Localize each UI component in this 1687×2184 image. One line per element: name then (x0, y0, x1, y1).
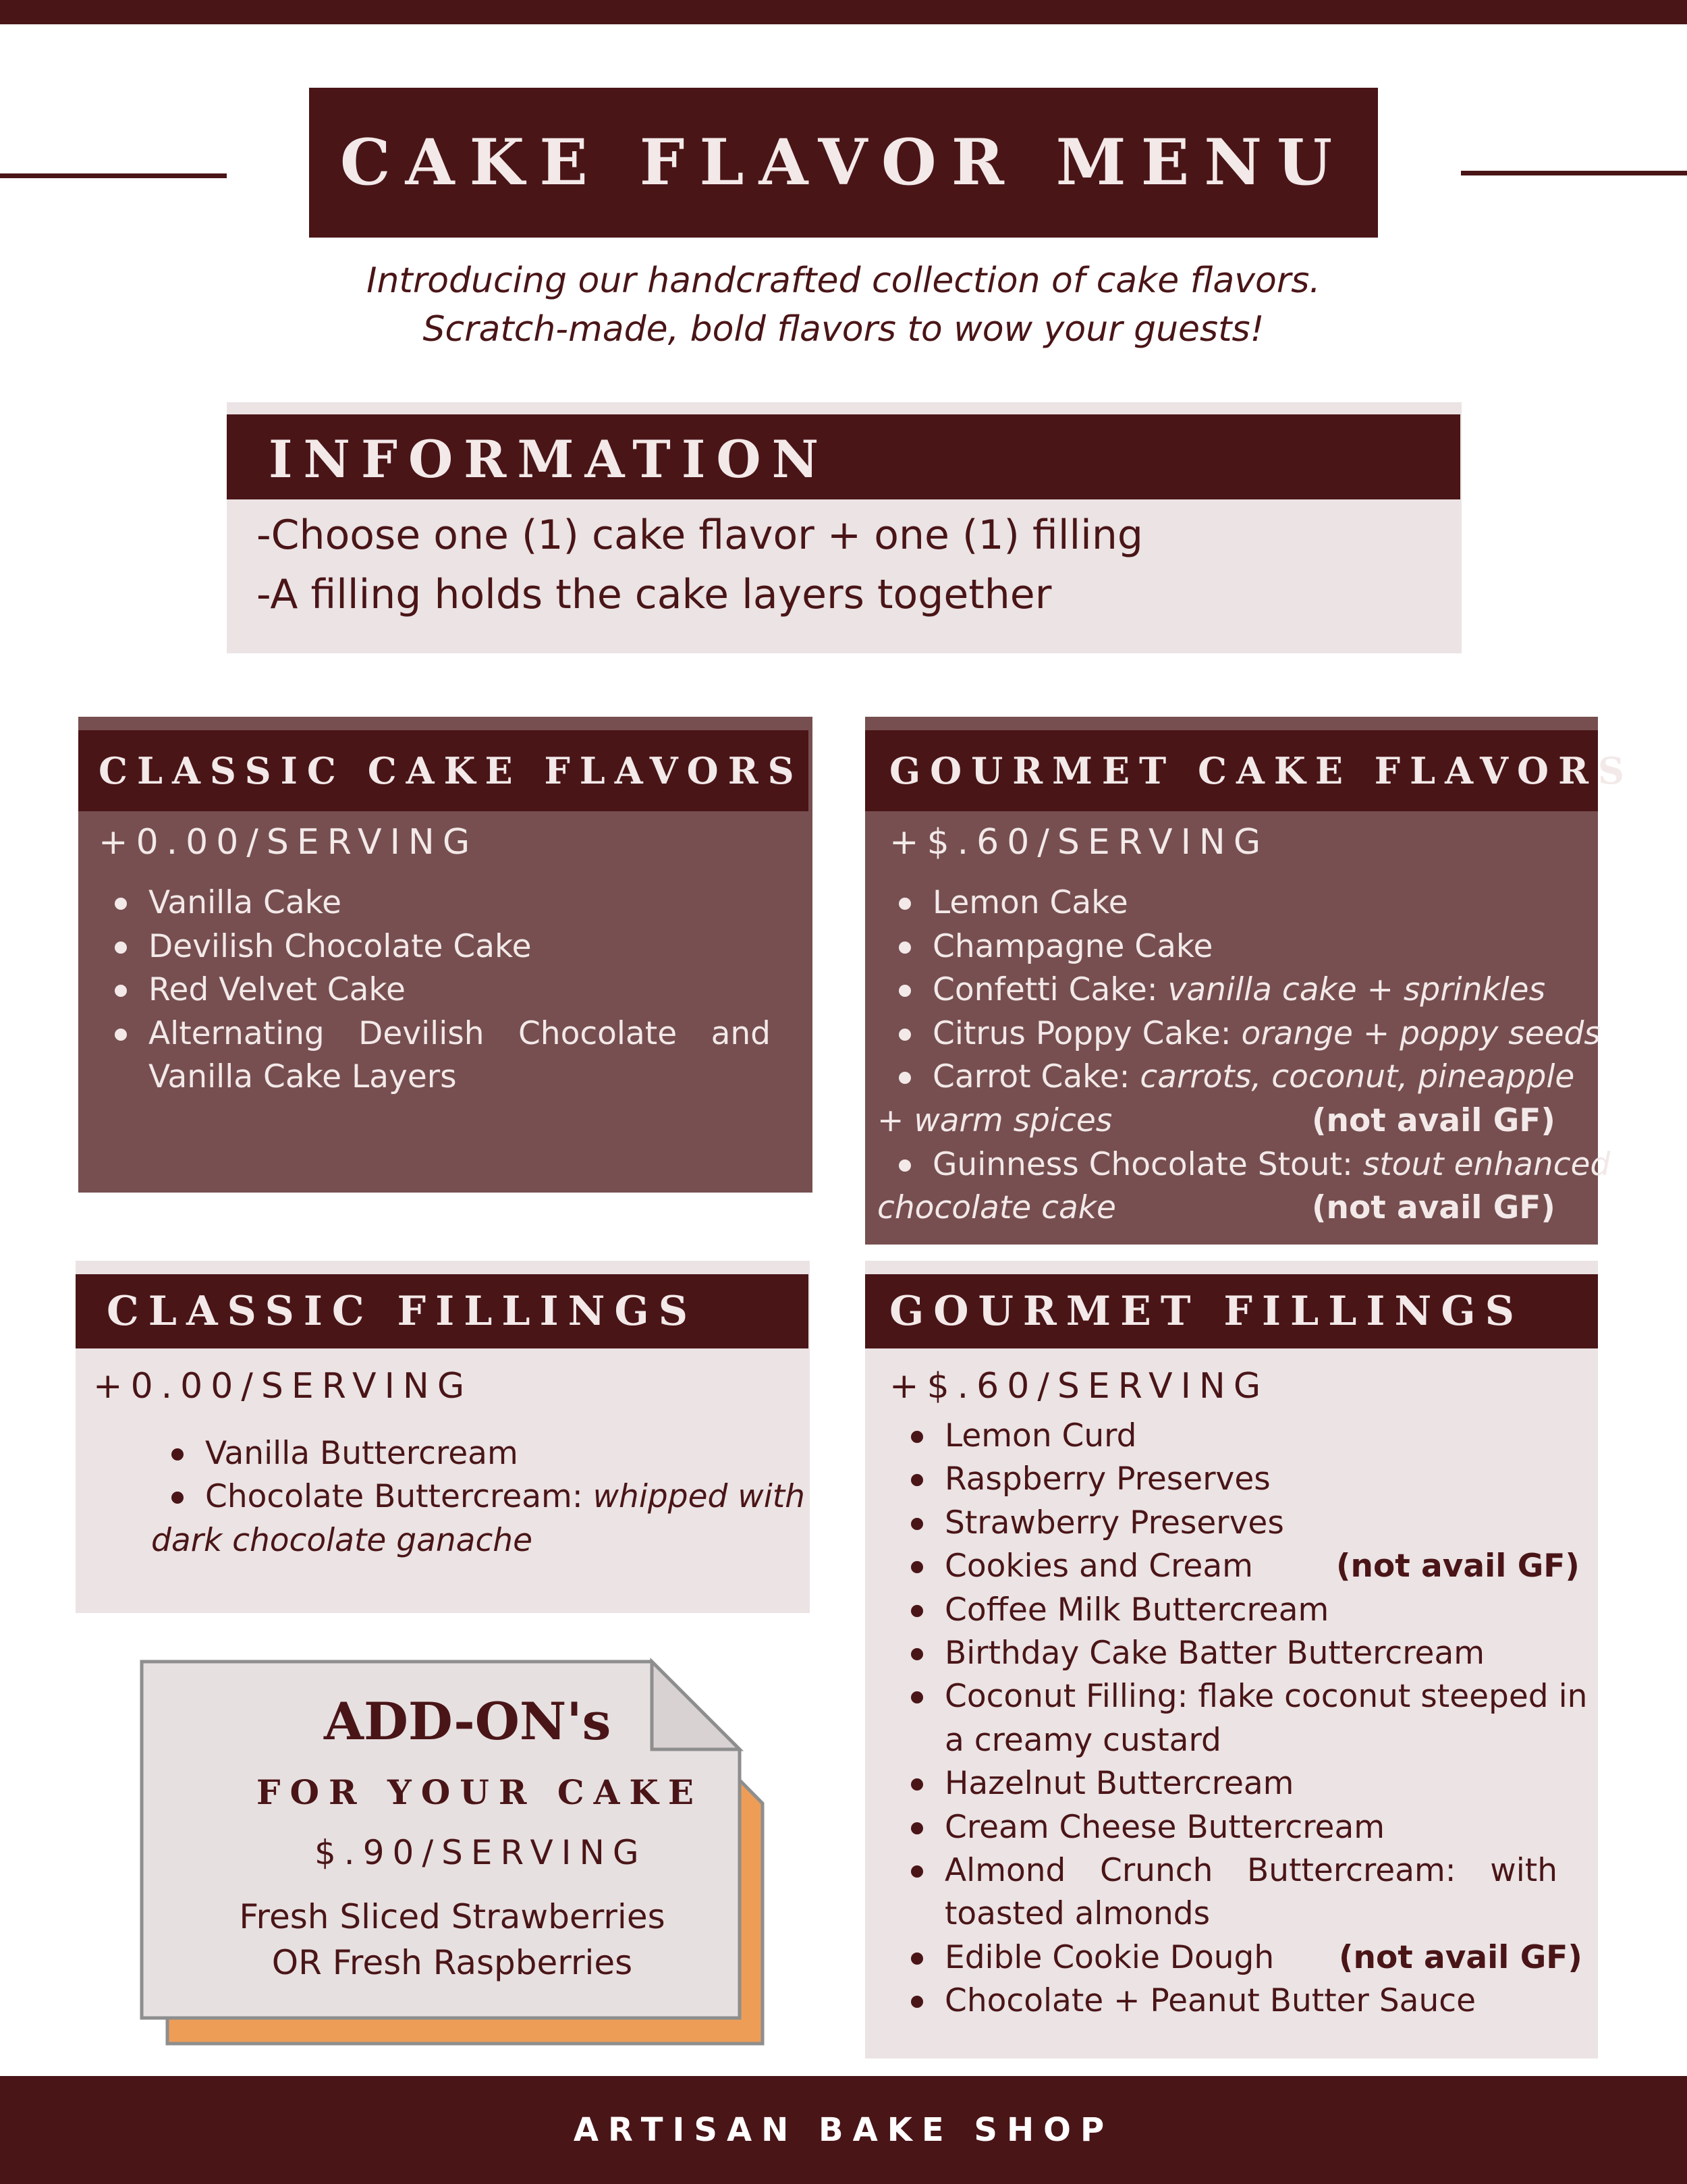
list-item: Vanilla Cake (148, 881, 771, 925)
list-item: Lemon Curd (945, 1415, 1557, 1458)
addon-note-fold (652, 1662, 740, 1749)
gourmet-flavors-price: +$.60/SERVING (889, 822, 1269, 863)
information-line-2: -A filling holds the cake layers together (256, 571, 1052, 618)
alternating-word: Chocolate (518, 1014, 677, 1052)
intro-line-2: Scratch-made, bold flavors to wow your guests! (422, 309, 1265, 350)
list-item: Birthday Cake Batter Buttercream (945, 1632, 1557, 1675)
item-name: Guinness Chocolate Stout: (933, 1146, 1363, 1183)
addon-title: ADD-ON's (324, 1691, 611, 1751)
alternating-word: Devilish (358, 1014, 485, 1052)
list-item: Hazelnut Buttercream (945, 1762, 1557, 1805)
almond-word: Crunch (1100, 1852, 1213, 1890)
alternating-word: Alternating (148, 1014, 325, 1052)
gourmet-fillings-price: +$.60/SERVING (889, 1366, 1269, 1407)
list-item (945, 1936, 1582, 1980)
list-item-continuation: a creamy custard (945, 1721, 1221, 1759)
list-item: Raspberry Preserves (945, 1458, 1557, 1501)
list-item: Coffee Milk Buttercream (945, 1589, 1557, 1632)
gourmet-flavors-list (933, 881, 1601, 1099)
item-name: Confetti Cake: (933, 971, 1168, 1008)
list-item (945, 1849, 1557, 1892)
carrot-continuation: + warm spices (877, 1102, 1113, 1139)
item-name: Lemon Cake (933, 884, 1128, 921)
classic-fillings-price: +0.00/SERVING (93, 1366, 473, 1407)
list-item (933, 1012, 1601, 1056)
addon-price: $.90/SERVING (314, 1833, 647, 1872)
footer-bar (0, 2076, 1687, 2184)
gf-note: (not avail GF) (1312, 1189, 1555, 1226)
gf-note: (not avail GF) (1336, 1548, 1580, 1585)
gourmet-flavors-heading: GOURMET CAKE FLAVORS (889, 749, 1634, 792)
addon-text (209, 1894, 695, 1986)
classic-flavors-heading: CLASSIC CAKE FLAVORS (99, 749, 804, 792)
item-name: Champagne Cake (933, 927, 1213, 965)
chocolate-continuation: dark chocolate ganache (151, 1522, 533, 1559)
gourmet-fillings-list (945, 1415, 1588, 2023)
item-name: Citrus Poppy Cake: (933, 1014, 1242, 1052)
alternating-word: and (711, 1014, 771, 1052)
intro-line-1: Introducing our handcrafted collection of cake flavors. (366, 261, 1321, 301)
list-item: Vanilla Buttercream (205, 1432, 805, 1475)
list-item: Red Velvet Cake (148, 968, 771, 1012)
page-title: CAKE FLAVOR MENU (339, 126, 1348, 200)
addon-line-2: OR Fresh Raspberries (271, 1943, 633, 1982)
title-banner (309, 88, 1378, 238)
list-item (933, 968, 1601, 1012)
right-rule (1461, 171, 1687, 175)
footer-text: ARTISAN BAKE SHOP (573, 2111, 1114, 2149)
list-item (933, 1143, 1610, 1187)
addon-line-1: Fresh Sliced Strawberries (239, 1897, 665, 1936)
item-desc: carrots, coconut, pineapple (1140, 1058, 1575, 1095)
list-item: Devilish Chocolate Cake (148, 925, 771, 969)
list-item (148, 1012, 771, 1056)
gourmet-fillings-heading: GOURMET FILLINGS (889, 1288, 1524, 1335)
almond-word: with (1490, 1852, 1557, 1890)
list-item: Strawberry Preserves (945, 1502, 1557, 1545)
list-item (933, 1056, 1601, 1099)
list-item-continuation: toasted almonds (945, 1895, 1211, 1933)
gourmet-flavors-list-2 (933, 1143, 1610, 1187)
list-item-continuation: Vanilla Cake Layers (148, 1058, 457, 1095)
list-item (933, 881, 1601, 925)
list-item: Coconut Filling: flake coconut steeped in (945, 1675, 1557, 1718)
item-desc: orange + poppy seeds (1241, 1014, 1601, 1052)
classic-flavors-price: +0.00/SERVING (99, 822, 478, 863)
gf-note: (not avail GF) (1339, 1938, 1582, 1976)
item-desc: vanilla cake + sprinkles (1167, 971, 1546, 1008)
classic-flavors-list (148, 881, 771, 1099)
classic-fillings-heading: CLASSIC FILLINGS (107, 1288, 698, 1335)
list-item: Chocolate + Peanut Butter Sauce (945, 1980, 1557, 2023)
top-bar (0, 0, 1687, 24)
almond-word: Almond (945, 1852, 1066, 1890)
list-item (205, 1475, 805, 1519)
almond-word: Buttercream: (1247, 1852, 1456, 1890)
addon-subtitle: FOR YOUR CAKE (256, 1772, 703, 1812)
gf-note: (not avail GF) (1312, 1102, 1555, 1139)
item-name: Chocolate Buttercream: (205, 1478, 593, 1516)
item-desc: stout enhanced (1362, 1146, 1611, 1183)
classic-fillings-list (205, 1432, 805, 1519)
information-line-1: -Choose one (1) cake flavor + one (1) filling (256, 512, 1143, 559)
item-desc: whipped with (592, 1478, 805, 1516)
item-name: Edible Cookie Dough (945, 1938, 1275, 1976)
information-heading: INFORMATION (269, 429, 830, 489)
left-rule (0, 173, 227, 178)
list-item (945, 1545, 1580, 1588)
guinness-continuation: chocolate cake (877, 1189, 1116, 1226)
item-name: Carrot Cake: (933, 1058, 1140, 1095)
list-item (933, 925, 1601, 969)
intro-text (202, 256, 1485, 354)
item-name: Cookies and Cream (945, 1548, 1253, 1585)
list-item: Cream Cheese Buttercream (945, 1806, 1557, 1849)
